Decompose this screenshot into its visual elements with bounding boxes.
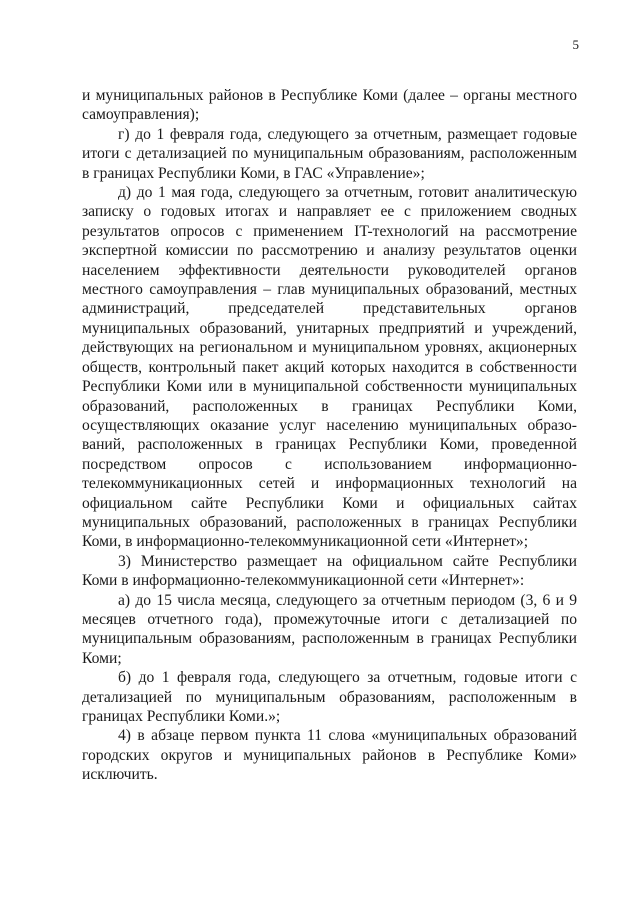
paragraph-continuation: и муниципальных районов в Республике Коми (далее – органы местного самоуправления); (82, 87, 577, 124)
document-body (82, 86, 577, 785)
paragraph-item-3: 3) Министерство размещает на официальном сайте Республики Коми в информационно-телекоммуникационной сети «Интернет»: (82, 552, 577, 590)
paragraph-item-b: б) до 1 февраля года, следующего за отчетным, годовые итоги с детализацией по муниципальным образованиям, расположенным в границах Республики Коми.»; (82, 669, 577, 725)
page-number: 5 (572, 37, 579, 52)
paragraph-item-d: д) до 1 мая года, следующего за отчетным, готовит аналитическую записку о годовых итогах и направляет ее с приложением сводных результатов опросов с применением IT-технологий на рассмотрение экспертной комиссии по рассмотрению и анализу результатов оценки населением эффективности деятельности руководителей органов местного самоуправления – глав муниципальных образований, местных администраций, председателей представительных органов муниципальных образований, унитарных предприятий и учреждений, действующих на региональном и муниципальном уровнях, акционерных обществ, контрольный пакет акций которых находится в собственности Республики Коми или в муниципальной собственности муниципальных образований, расположенных в границах Республики Коми, осуществляющих оказание услуг населению муниципальных образований, расположенных в границах Республики Коми, проведенной посредством опросов с использованием информационно-телекоммуникационных сетей и информационных технологий на официальном сайте Республики Коми и официальных сайтах муниципальных образований, расположенных в границах Республики Коми, в информационно-телекоммуникационной сети «Интернет»; (82, 184, 577, 551)
paragraph-item-a: а) до 15 числа месяца, следующего за отчетным периодом (3, 6 и 9 месяцев отчетного года), промежуточные итоги с детализацией по муниципальным образованиям, расположенным в границах Республики Коми; (82, 591, 577, 667)
paragraph-item-4: 4) в абзаце первом пункта 11 слова «муниципальных образований городских округов и муниципальных районов в Республике Коми» исключить. (82, 727, 577, 784)
paragraph-item-g: г) до 1 февраля года, следующего за отчетным, размещает годовые итоги с детализацией по муниципальным образованиям, расположенным в границах Республики Коми, в ГАС «Управление»; (82, 125, 577, 182)
